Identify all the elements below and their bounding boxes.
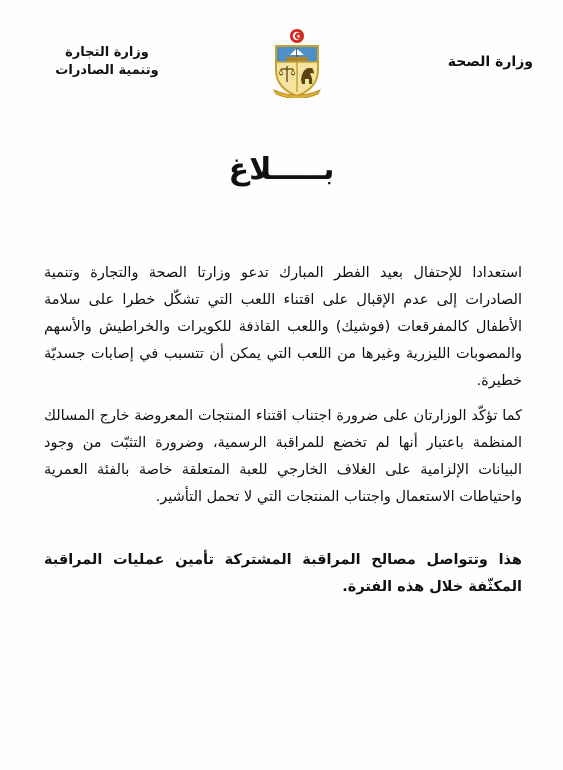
ministry-of-trade-label xyxy=(52,44,162,80)
ministry-of-trade-line1: وزارة التجارة xyxy=(65,45,149,60)
paragraph-intro: استعدادا للإحتفال بعيد الفطر المبارك تدعو وزارتا الصحة والتجارة وتنمية الصادرات إلى عدم الإقبال على اقتناء اللعب التي تشكّل خطرا على سلامة الأطفال كالمفرقعات (فوشيك) واللعب القاذفة للكويرات والخراطيش والأسهم والمصوبات الليزرية وغيرها من اللعب التي يمكن أن تتسبب في إصابات جسديّة خطيرة. xyxy=(44,265,522,389)
ministry-of-health-label: وزارة الصحة xyxy=(447,54,533,70)
paragraph-closing: هذا وتتواصل مصالح المراقبة المشتركة تأمين عمليات المراقبة المكثّفة خلال هذه الفترة. xyxy=(44,552,522,595)
paragraph-recommendations: كما تؤكّد الوزارتان على ضرورة اجتناب اقتناء المنتجات المعروضة خارج المسالك المنظمة باعتبار أنها لم تخضع للمراقبة الرسمية، وضرورة التثبّت من وجود البيانات الإلزامية على الغلاف الخارجي للعبة المتعلقة خاصة بالفئة العمرية واحتياطات الاستعمال واجتناب المنتجات التي لا تحمل التأشير. xyxy=(44,408,522,505)
announcement-title: بـــــلاغ xyxy=(228,152,335,187)
tunisia-coat-of-arms-icon xyxy=(268,28,326,98)
ministry-of-trade-line2: وتنمية الصادرات xyxy=(55,63,159,78)
